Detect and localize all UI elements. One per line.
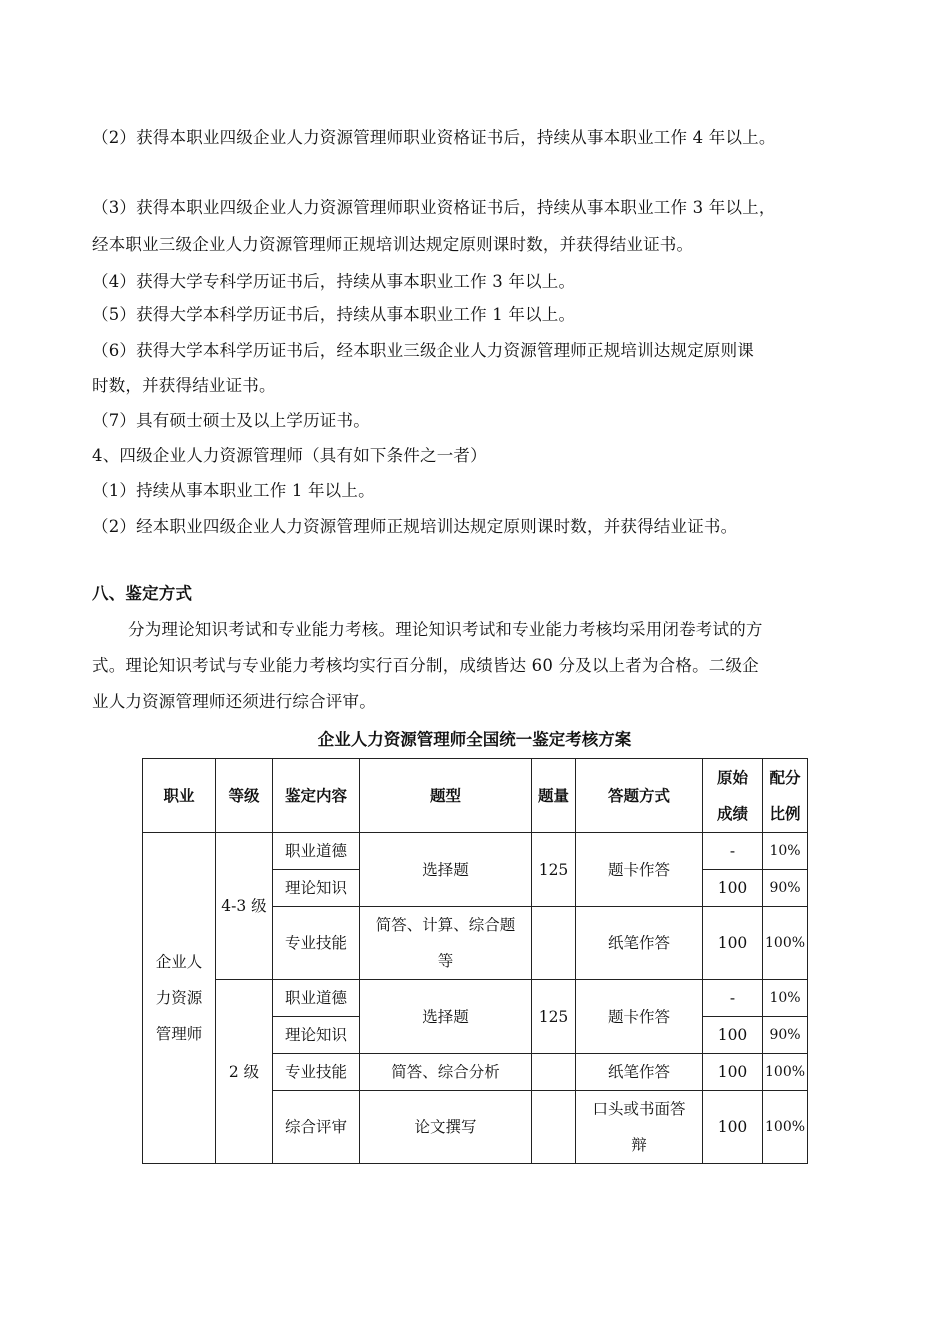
table-row bbox=[143, 980, 808, 1017]
raw-score-cell: 100 bbox=[703, 1054, 763, 1091]
question-count-cell bbox=[532, 1054, 576, 1091]
table-row bbox=[143, 833, 808, 870]
weight-ratio-cell: 10% bbox=[763, 833, 808, 870]
section-body-line-1: 分为理论知识考试和专业能力考核。理论知识考试和专业能力考核均采用闭卷考试的方 bbox=[128, 620, 763, 639]
condition-6-line-2: 时数，并获得结业证书。 bbox=[92, 376, 276, 395]
header-weight-ratio-line-2: 比例 bbox=[769, 804, 801, 823]
raw-score-cell: - bbox=[703, 833, 763, 870]
condition-3-line-1: （3）获得本职业四级企业人力资源管理师职业资格证书后，持续从事本职业工作 3 年以上， bbox=[92, 198, 776, 217]
header-raw-score-line-1: 原始 bbox=[716, 768, 748, 787]
raw-score-cell: 100 bbox=[703, 907, 763, 980]
header-question-type: 题型 bbox=[360, 759, 532, 833]
weight-ratio-cell: 10% bbox=[763, 980, 808, 1017]
occupation-line: 企业人 bbox=[155, 953, 203, 971]
table-header-row bbox=[143, 759, 808, 833]
answer-method-cell bbox=[576, 1091, 703, 1164]
table-title: 企业人力资源管理师全国统一鉴定考核方案 bbox=[317, 730, 632, 749]
content-cell: 职业道德 bbox=[273, 833, 360, 870]
section-heading: 八、鉴定方式 bbox=[92, 584, 193, 603]
header-occupation: 职业 bbox=[143, 759, 216, 833]
header-answer-method: 答题方式 bbox=[576, 759, 703, 833]
content-cell: 理论知识 bbox=[273, 870, 360, 907]
occupation-line: 力资源 bbox=[155, 989, 203, 1007]
answer-method-cell: 题卡作答 bbox=[576, 980, 703, 1054]
header-weight-ratio bbox=[763, 759, 808, 833]
content-cell: 综合评审 bbox=[273, 1091, 360, 1164]
header-question-count: 题量 bbox=[532, 759, 576, 833]
question-type-cell: 选择题 bbox=[360, 833, 532, 907]
question-type-line: 简答、计算、综合题 bbox=[375, 916, 516, 934]
header-weight-ratio-line-1: 配分 bbox=[769, 768, 801, 787]
question-type-cell: 论文撰写 bbox=[360, 1091, 532, 1164]
weight-ratio-cell: 90% bbox=[763, 870, 808, 907]
header-raw-score bbox=[703, 759, 763, 833]
section-body-line-2: 式。理论知识考试与专业能力考核均实行百分制，成绩皆达 60 分及以上者为合格。二级企 bbox=[92, 656, 759, 675]
condition-7: （7）具有硕士硕士及以上学历证书。 bbox=[92, 411, 370, 430]
header-content: 鉴定内容 bbox=[273, 759, 360, 833]
level-4-heading: 4、四级企业人力资源管理师（具有如下条件之一者） bbox=[92, 446, 487, 465]
content-cell: 职业道德 bbox=[273, 980, 360, 1017]
content-cell: 专业技能 bbox=[273, 1054, 360, 1091]
question-type-line: 等 bbox=[437, 952, 454, 970]
header-raw-score-line-2: 成绩 bbox=[716, 804, 748, 823]
answer-method-cell: 题卡作答 bbox=[576, 833, 703, 907]
weight-ratio-cell: 90% bbox=[763, 1017, 808, 1054]
section-body-line-3: 业人力资源管理师还须进行综合评审。 bbox=[92, 692, 376, 711]
content-cell: 专业技能 bbox=[273, 907, 360, 980]
level-4-condition-2: （2）经本职业四级企业人力资源管理师正规培训达规定原则课时数，并获得结业证书。 bbox=[92, 517, 738, 536]
question-count-cell: 125 bbox=[532, 980, 576, 1054]
answer-method-line: 口头或书面答 bbox=[592, 1100, 686, 1118]
raw-score-cell: 100 bbox=[703, 1091, 763, 1164]
raw-score-cell: - bbox=[703, 980, 763, 1017]
question-count-cell bbox=[532, 1091, 576, 1164]
weight-ratio-cell: 100% bbox=[763, 1054, 808, 1091]
question-type-cell: 选择题 bbox=[360, 980, 532, 1054]
answer-method-cell: 纸笔作答 bbox=[576, 1054, 703, 1091]
occupation-cell bbox=[143, 833, 216, 1164]
weight-ratio-cell: 100% bbox=[763, 907, 808, 980]
condition-2: （2）获得本职业四级企业人力资源管理师职业资格证书后，持续从事本职业工作 4 年以上。 bbox=[92, 128, 776, 147]
question-type-cell: 简答、综合分析 bbox=[360, 1054, 532, 1091]
raw-score-cell: 100 bbox=[703, 1017, 763, 1054]
question-count-cell bbox=[532, 907, 576, 980]
question-type-cell bbox=[360, 907, 532, 980]
answer-method-cell: 纸笔作答 bbox=[576, 907, 703, 980]
assessment-table bbox=[142, 758, 808, 1164]
condition-3-line-2: 经本职业三级企业人力资源管理师正规培训达规定原则课时数，并获得结业证书。 bbox=[92, 235, 694, 254]
question-count-cell: 125 bbox=[532, 833, 576, 907]
occupation-line: 管理师 bbox=[155, 1025, 203, 1043]
level-4-condition-1: （1）持续从事本职业工作 1 年以上。 bbox=[92, 481, 375, 500]
level-cell: 2 级 bbox=[216, 980, 273, 1164]
condition-5: （5）获得大学本科学历证书后，持续从事本职业工作 1 年以上。 bbox=[92, 305, 576, 324]
condition-6-line-1: （6）获得大学本科学历证书后，经本职业三级企业人力资源管理师正规培训达规定原则课 bbox=[92, 341, 754, 360]
weight-ratio-cell: 100% bbox=[763, 1091, 808, 1164]
condition-4: （4）获得大学专科学历证书后，持续从事本职业工作 3 年以上。 bbox=[92, 272, 576, 291]
content-cell: 理论知识 bbox=[273, 1017, 360, 1054]
raw-score-cell: 100 bbox=[703, 870, 763, 907]
level-cell: 4-3 级 bbox=[216, 833, 273, 980]
answer-method-line: 辩 bbox=[631, 1136, 647, 1154]
header-level: 等级 bbox=[216, 759, 273, 833]
